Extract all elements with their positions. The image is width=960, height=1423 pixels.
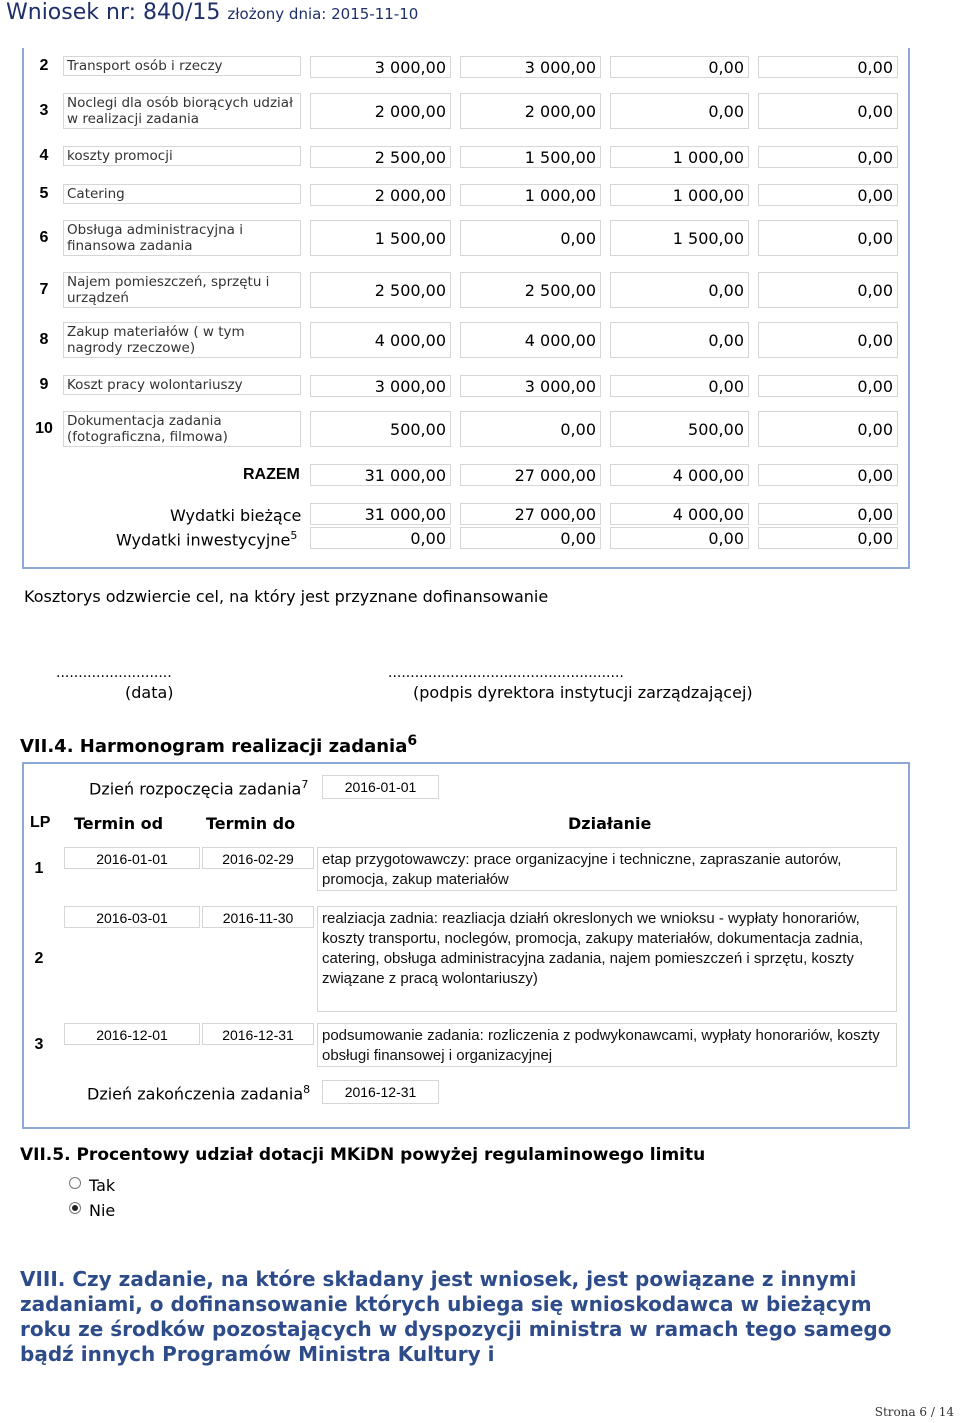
investment-expenses-label: Wydatki inwestycyjne$^5$: [116, 529, 298, 550]
row-cost-name[interactable]: Najem pomieszczeń, sprzętu i urządzeń: [63, 272, 301, 308]
row-cost-name[interactable]: Noclegi dla osób biorących udział w realizacji zadania: [63, 93, 301, 129]
row-amount-1[interactable]: 4 000,00: [310, 322, 451, 358]
row-cost-name[interactable]: Catering: [63, 184, 301, 204]
investment-amount-1[interactable]: 0,00: [310, 527, 451, 549]
row-lp: 3: [39, 102, 49, 119]
row-cost-name[interactable]: Obsługa administracyjna i finansowa zadania: [63, 220, 301, 256]
row-amount-4[interactable]: 0,00: [758, 220, 898, 256]
row-cost-name[interactable]: Dokumentacja zadania (fotograficzna, filmowa): [63, 411, 301, 447]
row-cost-name[interactable]: Transport osób i rzeczy: [63, 56, 301, 76]
row-amount-3[interactable]: 500,00: [610, 411, 749, 447]
row-lp: 8: [39, 331, 49, 348]
row-amount-4[interactable]: 0,00: [758, 184, 898, 206]
row-amount-4[interactable]: 0,00: [758, 375, 898, 397]
row-amount-4[interactable]: 0,00: [758, 146, 898, 168]
application-number: Wniosek nr: 840/15: [6, 0, 221, 25]
row-lp: 6: [39, 229, 49, 246]
radio-tak-label[interactable]: Tak: [89, 1176, 116, 1195]
radio-nie[interactable]: [69, 1202, 81, 1214]
schedule-lp: 1: [34, 860, 44, 877]
row-amount-1[interactable]: 500,00: [310, 411, 451, 447]
row-amount-4[interactable]: 0,00: [758, 322, 898, 358]
row-amount-1[interactable]: 3 000,00: [310, 375, 451, 397]
cost-statement: Kosztorys odzwiercie cel, na który jest przyznane dofinansowanie: [24, 587, 549, 606]
row-amount-1[interactable]: 2 500,00: [310, 146, 451, 168]
total-label: RAZEM: [243, 466, 300, 483]
row-amount-1[interactable]: 2 500,00: [310, 272, 451, 308]
row-lp: 5: [39, 185, 49, 202]
harmonogram-heading: VII.4. Harmonogram realizacji zadania$^6$: [20, 733, 418, 757]
current-amount-3[interactable]: 4 000,00: [610, 503, 749, 525]
row-lp: 4: [39, 147, 49, 164]
row-amount-3[interactable]: 0,00: [610, 375, 749, 397]
start-date-label: Dzień rozpoczęcia zadania$^7$: [89, 778, 309, 799]
row-amount-1[interactable]: 2 000,00: [310, 93, 451, 129]
row-amount-2[interactable]: 1 500,00: [460, 146, 601, 168]
start-date-field[interactable]: 2016-01-01: [322, 775, 439, 799]
page-number: Strona 6 / 14: [874, 1405, 954, 1419]
row-amount-2[interactable]: 1 000,00: [460, 184, 601, 206]
current-expenses-label: Wydatki bieżące: [170, 506, 302, 525]
row-amount-4[interactable]: 0,00: [758, 93, 898, 129]
total-amount-1[interactable]: 31 000,00: [310, 464, 451, 486]
document-header: [0, 0, 960, 26]
date-label: (data): [125, 683, 174, 702]
vii5-heading: VII.5. Procentowy udział dotacji MKiDN powyżej regulaminowego limitu: [20, 1145, 706, 1165]
row-amount-2[interactable]: 2 000,00: [460, 93, 601, 129]
current-amount-2[interactable]: 27 000,00: [460, 503, 601, 525]
row-lp: 10: [35, 420, 53, 437]
col-lp: LP: [30, 814, 51, 831]
row-amount-4[interactable]: 0,00: [758, 272, 898, 308]
row-amount-3[interactable]: 0,00: [610, 93, 749, 129]
schedule-to[interactable]: 2016-11-30: [202, 906, 314, 928]
total-amount-3[interactable]: 4 000,00: [610, 464, 749, 486]
row-amount-3[interactable]: 0,00: [610, 272, 749, 308]
investment-amount-4[interactable]: 0,00: [758, 527, 898, 549]
total-amount-4[interactable]: 0,00: [758, 464, 898, 486]
row-cost-name[interactable]: Koszt pracy wolontariuszy: [63, 375, 301, 395]
row-amount-1[interactable]: 1 500,00: [310, 220, 451, 256]
row-amount-2[interactable]: 0,00: [460, 220, 601, 256]
row-amount-3[interactable]: 0,00: [610, 56, 749, 78]
row-cost-name[interactable]: Zakup materiałów ( w tym nagrody rzeczowe): [63, 322, 301, 358]
row-amount-3[interactable]: 1 500,00: [610, 220, 749, 256]
row-amount-2[interactable]: 2 500,00: [460, 272, 601, 308]
submission-date: złożony dnia: 2015-11-10: [227, 5, 419, 23]
radio-nie-label[interactable]: Nie: [89, 1201, 116, 1220]
schedule-to[interactable]: 2016-12-31: [202, 1023, 314, 1045]
signature-dots: .....................................................: [388, 665, 624, 681]
row-lp: 7: [39, 281, 49, 298]
schedule-lp: 3: [34, 1036, 44, 1053]
col-termin-od: Termin od: [74, 814, 164, 833]
schedule-from[interactable]: 2016-12-01: [64, 1023, 200, 1045]
schedule-action[interactable]: etap przygotowawczy: prace organizacyjne i techniczne, zapraszanie autorów, promocja, zakup materiałów: [317, 847, 897, 891]
row-amount-2[interactable]: 3 000,00: [460, 56, 601, 78]
signature-label: (podpis dyrektora instytucji zarządzającej): [413, 683, 753, 702]
schedule-to[interactable]: 2016-02-29: [202, 847, 314, 869]
end-date-label: Dzień zakończenia zadania$^8$: [87, 1083, 311, 1104]
end-date-field[interactable]: 2016-12-31: [322, 1080, 439, 1104]
radio-tak[interactable]: [69, 1177, 81, 1189]
row-amount-1[interactable]: 2 000,00: [310, 184, 451, 206]
row-cost-name[interactable]: koszty promocji: [63, 146, 301, 166]
row-amount-4[interactable]: 0,00: [758, 56, 898, 78]
total-amount-2[interactable]: 27 000,00: [460, 464, 601, 486]
col-dzialanie: Działanie: [568, 814, 652, 833]
schedule-action[interactable]: podsumowanie zadania: rozliczenia z podwykonawcami, wypłaty honorariów, koszty obsługi finansowej i organizacyjnej: [317, 1023, 897, 1067]
row-amount-2[interactable]: 0,00: [460, 411, 601, 447]
schedule-action[interactable]: realziacja zadnia: reazliacja działń okreslonych we wnioksu - wypłaty honorariów, koszty transportu, noclegów, promocja, zakupy materiałów, dokumentacja zadnia, catering, obsługa administracyjna zadania, najem pomieszczeń i sprzętu, koszty związane z pracą wolontariuszy): [317, 906, 897, 1012]
row-amount-3[interactable]: 1 000,00: [610, 146, 749, 168]
row-lp: 2: [39, 57, 49, 74]
investment-amount-2[interactable]: 0,00: [460, 527, 601, 549]
current-amount-4[interactable]: 0,00: [758, 503, 898, 525]
row-amount-3[interactable]: 1 000,00: [610, 184, 749, 206]
col-termin-do: Termin do: [206, 814, 296, 833]
schedule-from[interactable]: 2016-03-01: [64, 906, 200, 928]
schedule-from[interactable]: 2016-01-01: [64, 847, 200, 869]
row-lp: 9: [39, 376, 49, 393]
section-viii-question: VIII. Czy zadanie, na które składany jest wniosek, jest powiązane z innymi zadaniami, o dofinansowanie których ubiega się wnioskodawca w bieżącym roku ze środków pozostających w dyspozycji ministra w ramach tego samego bądź innych Programów Ministra Kultury i: [20, 1267, 892, 1366]
row-amount-2[interactable]: 4 000,00: [460, 322, 601, 358]
row-amount-3[interactable]: 0,00: [610, 322, 749, 358]
row-amount-2[interactable]: 3 000,00: [460, 375, 601, 397]
schedule-lp: 2: [34, 950, 44, 967]
row-amount-1[interactable]: 3 000,00: [310, 56, 451, 78]
investment-amount-3[interactable]: 0,00: [610, 527, 749, 549]
current-amount-1[interactable]: 31 000,00: [310, 503, 451, 525]
date-dots: ..........................: [56, 665, 172, 681]
row-amount-4[interactable]: 0,00: [758, 411, 898, 447]
